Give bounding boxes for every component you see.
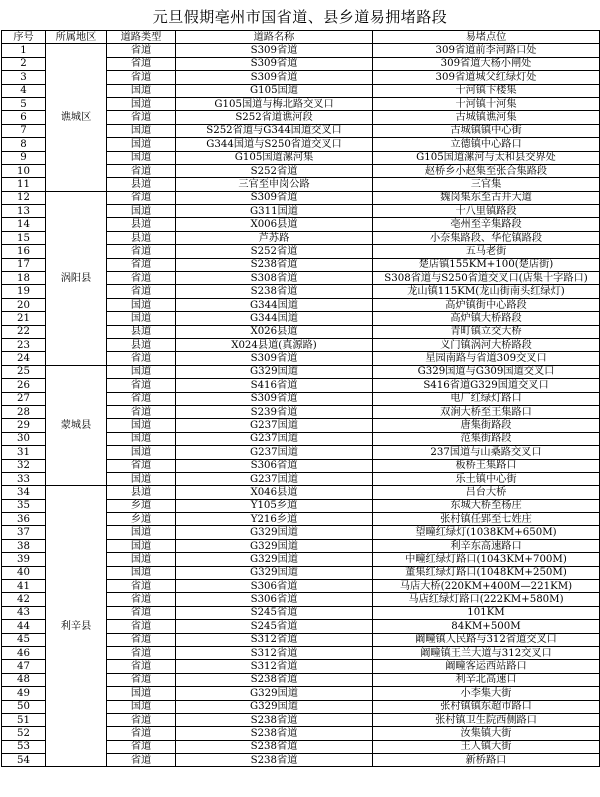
cell-no: 34 <box>2 486 46 499</box>
cell-no: 29 <box>2 419 46 432</box>
cell-no: 36 <box>2 513 46 526</box>
cell-no: 3 <box>2 71 46 84</box>
cell-road-type: 国道 <box>107 687 176 700</box>
cell-congestion-spot: 三官集 <box>373 178 600 191</box>
cell-congestion-spot: 古城镇谯河集 <box>373 111 600 124</box>
cell-no: 52 <box>2 727 46 740</box>
cell-no: 18 <box>2 272 46 285</box>
cell-road-type: 省道 <box>107 272 176 285</box>
cell-road-type: 省道 <box>107 379 176 392</box>
cell-road-name: Y105乡道 <box>176 499 373 512</box>
cell-road-name: G329国道 <box>176 526 373 539</box>
cell-congestion-spot: 赵桥乡小赵集至张合集路段 <box>373 164 600 177</box>
cell-no: 40 <box>2 566 46 579</box>
cell-road-name: S238省道 <box>176 740 373 753</box>
cell-road-name: 三官至申岗公路 <box>176 178 373 191</box>
cell-congestion-spot: 东城大桥至杨庄 <box>373 499 600 512</box>
cell-road-type: 国道 <box>107 700 176 713</box>
cell-road-name: S238省道 <box>176 713 373 726</box>
cell-congestion-spot: 张村镇镇东超市路口 <box>373 700 600 713</box>
cell-congestion-spot: 237国道与山桑路交叉口 <box>373 446 600 459</box>
cell-congestion-spot: 五马老街 <box>373 245 600 258</box>
cell-road-name: G329国道 <box>176 566 373 579</box>
cell-no: 53 <box>2 740 46 753</box>
cell-road-type: 县道 <box>107 338 176 351</box>
cell-congestion-spot: 青町镇立交大桥 <box>373 325 600 338</box>
table-row <box>2 44 600 57</box>
cell-road-type: 省道 <box>107 111 176 124</box>
cell-road-type: 省道 <box>107 164 176 177</box>
cell-congestion-spot: 十河镇十河集 <box>373 97 600 110</box>
cell-road-type: 县道 <box>107 218 176 231</box>
cell-congestion-spot: 马店大桥(220KM+400M—221KM) <box>373 580 600 593</box>
cell-no: 4 <box>2 84 46 97</box>
cell-road-type: 省道 <box>107 258 176 271</box>
cell-road-name: S309省道 <box>176 44 373 57</box>
cell-road-type: 乡道 <box>107 499 176 512</box>
cell-road-name: S245省道 <box>176 620 373 633</box>
cell-road-type: 国道 <box>107 526 176 539</box>
cell-road-type: 省道 <box>107 727 176 740</box>
cell-road-name: X006县道 <box>176 218 373 231</box>
cell-congestion-spot: 十河镇卞楼集 <box>373 84 600 97</box>
cell-road-name: G344国道 <box>176 312 373 325</box>
cell-road-type: 县道 <box>107 486 176 499</box>
header-no: 序号 <box>2 31 46 44</box>
cell-no: 8 <box>2 138 46 151</box>
cell-congestion-spot: 阚疃镇人民路与312省道交叉口 <box>373 633 600 646</box>
cell-road-name: Y216乡道 <box>176 513 373 526</box>
table-row <box>2 486 600 499</box>
cell-no: 10 <box>2 164 46 177</box>
cell-congestion-spot: 古城镇镇中心街 <box>373 124 600 137</box>
congestion-table <box>1 30 600 767</box>
header-congestion-spot: 易堵点位 <box>373 31 600 44</box>
cell-road-type: 省道 <box>107 352 176 365</box>
cell-no: 16 <box>2 245 46 258</box>
cell-road-name: S308省道 <box>176 272 373 285</box>
cell-road-type: 省道 <box>107 285 176 298</box>
cell-road-name: G237国道 <box>176 446 373 459</box>
cell-no: 27 <box>2 392 46 405</box>
cell-congestion-spot: 吕台大桥 <box>373 486 600 499</box>
cell-road-type: 县道 <box>107 325 176 338</box>
cell-congestion-spot: 双涧大桥至王集路口 <box>373 405 600 418</box>
cell-congestion-spot: 84KM+500M <box>373 620 600 633</box>
cell-road-name: S238省道 <box>176 673 373 686</box>
header-road-type: 道路类型 <box>107 31 176 44</box>
cell-congestion-spot: G329国道与G309国道交叉口 <box>373 365 600 378</box>
cell-congestion-spot: 利辛东高速路口 <box>373 539 600 552</box>
cell-no: 38 <box>2 539 46 552</box>
cell-road-name: S309省道 <box>176 57 373 70</box>
cell-road-name: G105国道漯河集 <box>176 151 373 164</box>
cell-congestion-spot: 王人镇大街 <box>373 740 600 753</box>
table-body <box>2 44 600 767</box>
cell-congestion-spot: 小奈集路段、华佗镇路段 <box>373 231 600 244</box>
cell-road-type: 省道 <box>107 713 176 726</box>
cell-road-type: 国道 <box>107 472 176 485</box>
cell-no: 50 <box>2 700 46 713</box>
cell-road-type: 国道 <box>107 97 176 110</box>
cell-no: 26 <box>2 379 46 392</box>
cell-road-type: 省道 <box>107 392 176 405</box>
cell-congestion-spot: 龙山镇115KM(龙山街南头红绿灯) <box>373 285 600 298</box>
cell-road-name: S309省道 <box>176 392 373 405</box>
cell-road-name: X024县道(真源路) <box>176 338 373 351</box>
cell-congestion-spot: 高炉镇大桥路段 <box>373 312 600 325</box>
cell-road-name: S309省道 <box>176 71 373 84</box>
cell-congestion-spot: 亳州至辛集路段 <box>373 218 600 231</box>
cell-road-type: 省道 <box>107 580 176 593</box>
cell-no: 25 <box>2 365 46 378</box>
cell-congestion-spot: 范集街路段 <box>373 432 600 445</box>
cell-road-name: S312省道 <box>176 633 373 646</box>
cell-road-type: 省道 <box>107 44 176 57</box>
cell-congestion-spot: 董集红绿灯路口(1048KM+250M) <box>373 566 600 579</box>
cell-road-type: 省道 <box>107 754 176 767</box>
cell-road-name: X026县道 <box>176 325 373 338</box>
cell-no: 24 <box>2 352 46 365</box>
cell-no: 7 <box>2 124 46 137</box>
cell-no: 41 <box>2 580 46 593</box>
cell-congestion-spot: 电厂红绿灯路口 <box>373 392 600 405</box>
cell-congestion-spot: 阚疃镇王兰大道与312交叉口 <box>373 646 600 659</box>
cell-no: 32 <box>2 459 46 472</box>
cell-no: 13 <box>2 205 46 218</box>
cell-no: 33 <box>2 472 46 485</box>
cell-road-name: S306省道 <box>176 593 373 606</box>
cell-road-type: 国道 <box>107 298 176 311</box>
cell-congestion-spot: 309省道前李河路口处 <box>373 44 600 57</box>
cell-road-type: 省道 <box>107 660 176 673</box>
cell-road-name: G237国道 <box>176 432 373 445</box>
cell-road-name: X046县道 <box>176 486 373 499</box>
cell-road-name: G237国道 <box>176 472 373 485</box>
cell-no: 37 <box>2 526 46 539</box>
cell-road-name: S252省道 <box>176 164 373 177</box>
cell-congestion-spot: 十八里镇路段 <box>373 205 600 218</box>
cell-no: 45 <box>2 633 46 646</box>
cell-road-name: S238省道 <box>176 285 373 298</box>
cell-congestion-spot: 星园南路与省道309交叉口 <box>373 352 600 365</box>
header-road-name: 道路名称 <box>176 31 373 44</box>
cell-congestion-spot: 阚疃客运西站路口 <box>373 660 600 673</box>
cell-no: 35 <box>2 499 46 512</box>
cell-area: 蒙城县 <box>46 365 107 486</box>
table-row <box>2 365 600 378</box>
cell-road-type: 乡道 <box>107 513 176 526</box>
cell-no: 19 <box>2 285 46 298</box>
cell-no: 21 <box>2 312 46 325</box>
cell-road-name: G329国道 <box>176 365 373 378</box>
cell-congestion-spot: 中疃红绿灯路口(1043KM+700M) <box>373 553 600 566</box>
cell-road-name: S239省道 <box>176 405 373 418</box>
cell-road-name: S416省道 <box>176 379 373 392</box>
cell-road-type: 省道 <box>107 740 176 753</box>
cell-congestion-spot: 立德镇中心路口 <box>373 138 600 151</box>
cell-congestion-spot: 唐集街路段 <box>373 419 600 432</box>
cell-road-type: 国道 <box>107 553 176 566</box>
cell-road-name: G344国道 <box>176 298 373 311</box>
cell-road-name: G329国道 <box>176 539 373 552</box>
cell-road-name: S312省道 <box>176 646 373 659</box>
cell-road-type: 国道 <box>107 84 176 97</box>
cell-road-type: 县道 <box>107 231 176 244</box>
cell-road-name: S252省道谯河段 <box>176 111 373 124</box>
cell-congestion-spot: 101KM <box>373 606 600 619</box>
cell-road-name: G344国道与S250省道交叉口 <box>176 138 373 151</box>
cell-no: 46 <box>2 646 46 659</box>
cell-road-type: 省道 <box>107 191 176 204</box>
cell-road-type: 省道 <box>107 673 176 686</box>
cell-no: 11 <box>2 178 46 191</box>
cell-road-name: S306省道 <box>176 459 373 472</box>
cell-road-name: G311国道 <box>176 205 373 218</box>
cell-road-name: G329国道 <box>176 687 373 700</box>
cell-road-type: 省道 <box>107 71 176 84</box>
document-title: 元旦假期亳州市国省道、县乡道易拥堵路段 <box>152 8 448 26</box>
cell-road-name: S238省道 <box>176 754 373 767</box>
cell-road-type: 省道 <box>107 57 176 70</box>
cell-road-type: 省道 <box>107 646 176 659</box>
cell-road-type: 国道 <box>107 446 176 459</box>
cell-road-name: S245省道 <box>176 606 373 619</box>
cell-no: 28 <box>2 405 46 418</box>
cell-no: 20 <box>2 298 46 311</box>
cell-road-name: 芦苏路 <box>176 231 373 244</box>
cell-road-name: S309省道 <box>176 352 373 365</box>
cell-congestion-spot: 义门镇涡河大桥路段 <box>373 338 600 351</box>
cell-congestion-spot: S416省道G329国道交叉口 <box>373 379 600 392</box>
cell-congestion-spot: 张村镇卫生院西侧路口 <box>373 713 600 726</box>
cell-no: 12 <box>2 191 46 204</box>
cell-no: 17 <box>2 258 46 271</box>
cell-no: 43 <box>2 606 46 619</box>
cell-congestion-spot: 望疃红绿灯(1038KM+650M) <box>373 526 600 539</box>
cell-congestion-spot: 马店红绿灯路口(222KM+580M) <box>373 593 600 606</box>
cell-no: 22 <box>2 325 46 338</box>
cell-road-name: S309省道 <box>176 191 373 204</box>
cell-road-name: S252省道 <box>176 245 373 258</box>
cell-road-name: G105国道与梅北路交叉口 <box>176 97 373 110</box>
cell-road-type: 省道 <box>107 633 176 646</box>
cell-no: 51 <box>2 713 46 726</box>
cell-no: 42 <box>2 593 46 606</box>
cell-no: 44 <box>2 620 46 633</box>
cell-road-type: 省道 <box>107 405 176 418</box>
cell-congestion-spot: 张村镇任郢至七姓庄 <box>373 513 600 526</box>
cell-congestion-spot: 汝集镇大街 <box>373 727 600 740</box>
cell-road-type: 国道 <box>107 566 176 579</box>
cell-no: 47 <box>2 660 46 673</box>
cell-congestion-spot: 魏岗集东至古井大道 <box>373 191 600 204</box>
cell-road-name: G105国道 <box>176 84 373 97</box>
cell-no: 15 <box>2 231 46 244</box>
cell-congestion-spot: 309省道城父红绿灯处 <box>373 71 600 84</box>
cell-congestion-spot: 利辛北高速口 <box>373 673 600 686</box>
cell-no: 6 <box>2 111 46 124</box>
table-row <box>2 191 600 204</box>
cell-area: 利辛县 <box>46 486 107 767</box>
cell-road-type: 省道 <box>107 620 176 633</box>
cell-no: 39 <box>2 553 46 566</box>
cell-congestion-spot: 新桥路口 <box>373 754 600 767</box>
cell-congestion-spot: S308省道与S250省道交叉口(店集十字路口) <box>373 272 600 285</box>
cell-no: 23 <box>2 338 46 351</box>
cell-no: 14 <box>2 218 46 231</box>
cell-road-type: 省道 <box>107 606 176 619</box>
cell-road-type: 国道 <box>107 365 176 378</box>
cell-road-type: 国道 <box>107 138 176 151</box>
cell-road-type: 省道 <box>107 593 176 606</box>
cell-road-name: S312省道 <box>176 660 373 673</box>
cell-congestion-spot: 乐土镇中心街 <box>373 472 600 485</box>
cell-no: 48 <box>2 673 46 686</box>
cell-congestion-spot: G105国道漯河与太和县交界处 <box>373 151 600 164</box>
cell-road-type: 国道 <box>107 539 176 552</box>
header-row <box>2 31 600 44</box>
cell-road-type: 国道 <box>107 151 176 164</box>
cell-no: 9 <box>2 151 46 164</box>
cell-no: 54 <box>2 754 46 767</box>
cell-no: 5 <box>2 97 46 110</box>
cell-area: 涡阳县 <box>46 191 107 365</box>
cell-congestion-spot: 309省道大杨小闸处 <box>373 57 600 70</box>
header-area: 所属地区 <box>46 31 107 44</box>
cell-road-type: 国道 <box>107 124 176 137</box>
cell-road-type: 国道 <box>107 205 176 218</box>
cell-road-name: S306省道 <box>176 580 373 593</box>
cell-no: 30 <box>2 432 46 445</box>
cell-congestion-spot: 板桥王集路口 <box>373 459 600 472</box>
cell-road-name: G329国道 <box>176 700 373 713</box>
cell-road-name: G329国道 <box>176 553 373 566</box>
cell-road-name: S238省道 <box>176 727 373 740</box>
cell-road-type: 国道 <box>107 419 176 432</box>
cell-no: 31 <box>2 446 46 459</box>
cell-road-type: 国道 <box>107 312 176 325</box>
cell-no: 49 <box>2 687 46 700</box>
cell-road-name: S252省道与G344国道交叉口 <box>176 124 373 137</box>
cell-road-type: 国道 <box>107 432 176 445</box>
cell-road-type: 县道 <box>107 178 176 191</box>
cell-congestion-spot: 楚店镇155KM+100(楚店街) <box>373 258 600 271</box>
cell-congestion-spot: 小李集大街 <box>373 687 600 700</box>
cell-road-type: 省道 <box>107 459 176 472</box>
cell-no: 1 <box>2 44 46 57</box>
cell-congestion-spot: 高炉镇街中心路段 <box>373 298 600 311</box>
cell-area: 谯城区 <box>46 44 107 191</box>
cell-no: 2 <box>2 57 46 70</box>
cell-road-name: S238省道 <box>176 258 373 271</box>
cell-road-type: 省道 <box>107 245 176 258</box>
cell-road-name: G237国道 <box>176 419 373 432</box>
